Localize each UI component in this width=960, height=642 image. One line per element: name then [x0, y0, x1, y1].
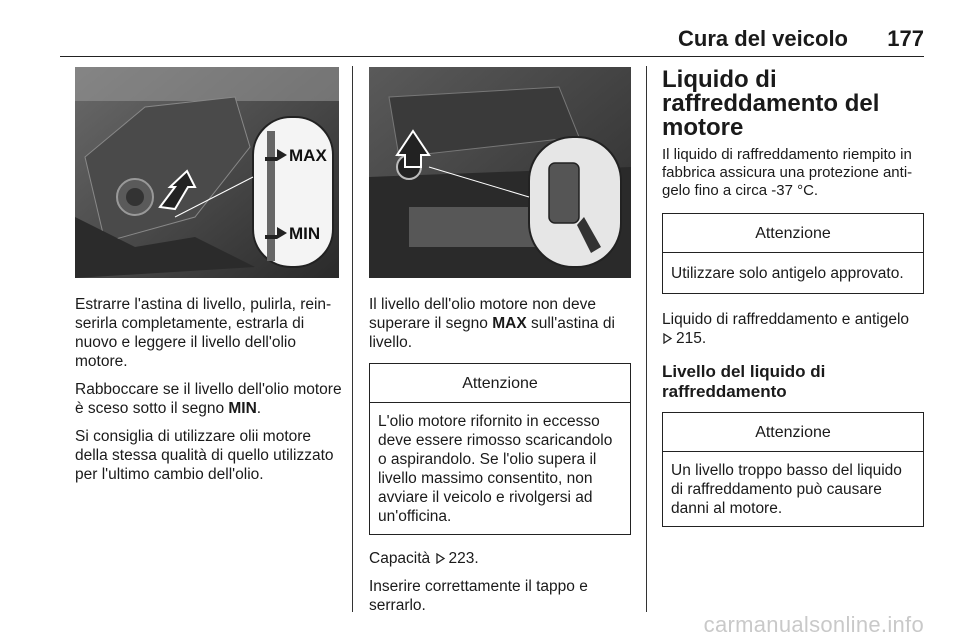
column-divider-2: [646, 66, 647, 612]
max-mark-label: MAX: [289, 146, 327, 165]
coolant-level-subtitle: Livello del liquido di raffreddamento: [662, 362, 826, 401]
min-term: MIN: [228, 400, 257, 417]
column-1: [75, 295, 343, 493]
engine-dipstick-photo: [75, 67, 339, 278]
capacity-reference: Capacità 223.: [369, 550, 479, 567]
top-up-instructions: Rabboccare se il livello dell'olio motore è sceso sotto il segno MIN.: [75, 381, 342, 417]
page-reference-icon: [435, 553, 446, 564]
column-3: [662, 68, 924, 527]
warning-box-antifreeze: [662, 213, 924, 294]
min-mark-label: MIN: [289, 224, 321, 243]
running-header-title: Cura del veicolo: [678, 26, 848, 51]
warning-box-coolant-level: [662, 412, 924, 527]
warning-body: Un livello troppo basso del liquido di raffreddamento può causare danni al motore.: [671, 462, 902, 517]
header-rule: [60, 56, 924, 57]
warning-body: L'olio motore rifornito in eccesso deve essere rimosso scaricandolo o aspirandolo. Se l'olio supera il livello massimo consentito, non avviare il veicolo e rivolgersi ad un'officina.: [378, 413, 613, 525]
capacity-page: 223.: [448, 550, 479, 567]
column-2: [369, 295, 631, 624]
page-reference-icon: [662, 333, 673, 344]
warning-title: Attenzione: [370, 364, 630, 403]
dipstick-instructions: Estrarre l'astina di livello, pulirla, rein- serirla completamente, estrarla di nuovo e leggere il livello dell'olio motore.: [75, 296, 332, 370]
cap-instruction: Inserire correttamente il tappo e serrarlo.: [369, 578, 588, 614]
coolant-intro: Il liquido di raffreddamento riempito in fabbrica assicura una protezione anti- gelo fino a circa -37 °C.: [662, 146, 913, 199]
warning-box-oil: [369, 363, 631, 535]
warning-title: Attenzione: [663, 214, 923, 253]
warning-body: Utilizzare solo antigelo approvato.: [671, 265, 904, 282]
column-divider-1: [352, 66, 353, 612]
warning-title: Attenzione: [663, 413, 923, 452]
max-level-note: Il livello dell'olio motore non deve superare il segno MAX sull'astina di livello.: [369, 296, 615, 351]
engine-oil-cap-photo: [369, 67, 631, 278]
antifreeze-page: 215.: [676, 330, 707, 347]
antifreeze-reference: Liquido di raffreddamento e antigelo 215.: [662, 311, 910, 347]
max-term: MAX: [492, 315, 527, 332]
oil-recommendation: Si consiglia di utilizzare olii motore della stessa qualità di quello utilizzato per l'ultimo cambio dell'olio.: [75, 428, 334, 483]
coolant-section-title: Liquido di raffreddamento del motore: [662, 66, 880, 141]
watermark: carmanualsonline.info: [703, 612, 924, 637]
page-number: 177: [887, 26, 924, 51]
